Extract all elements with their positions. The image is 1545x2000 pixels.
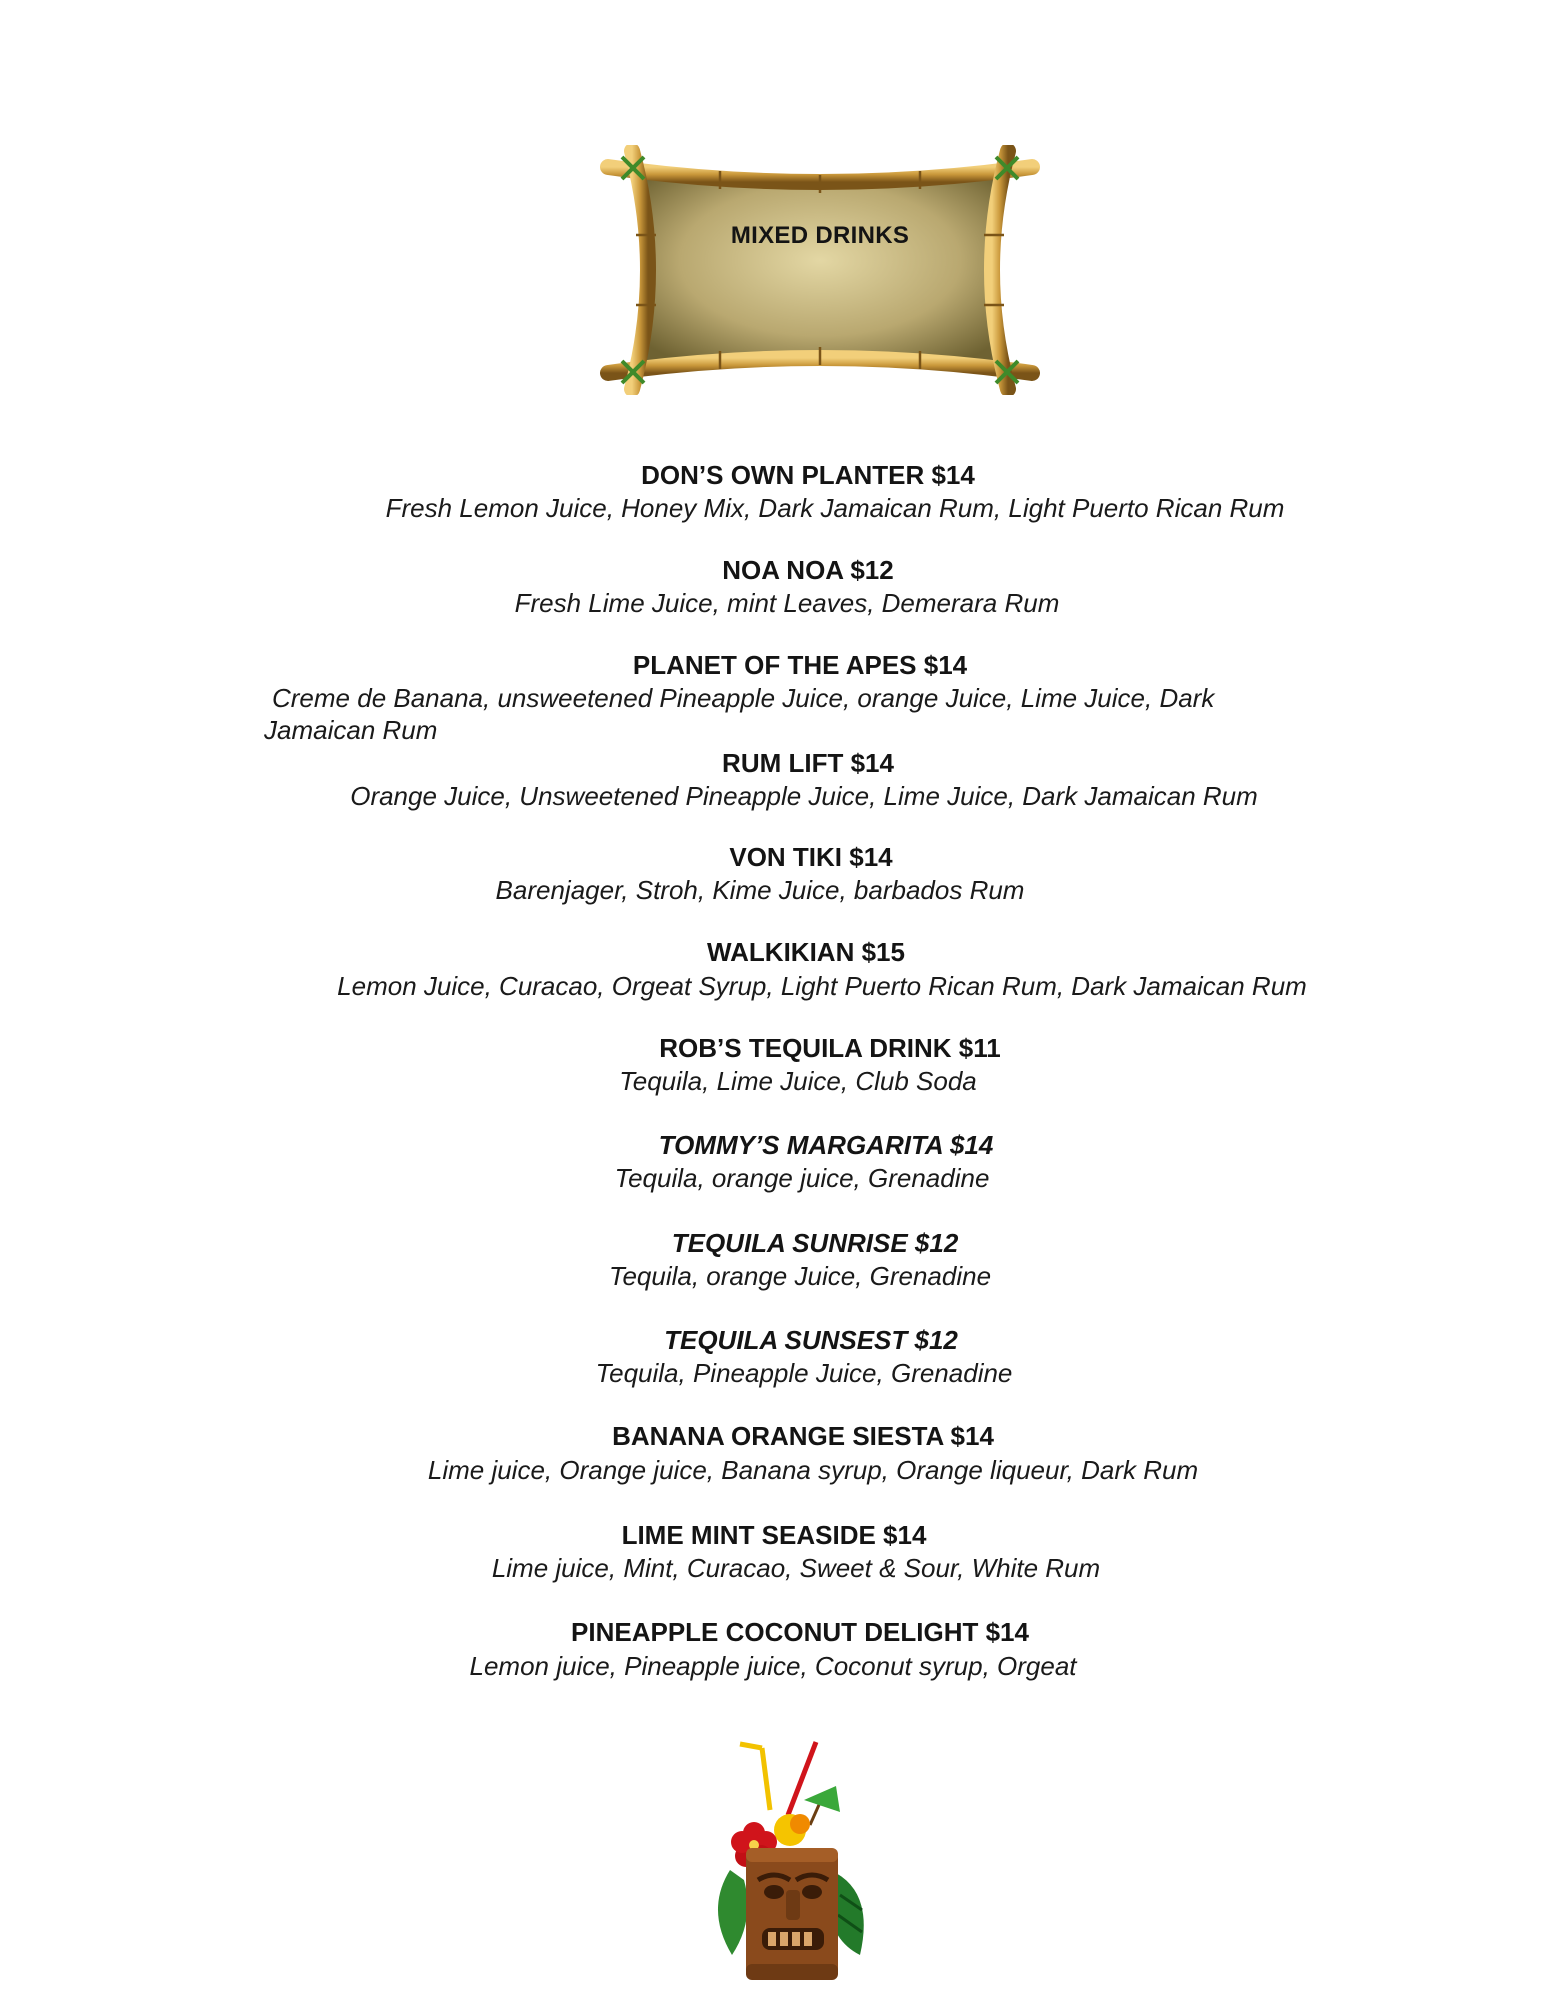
- tiki-cocktail-icon: [700, 1720, 880, 1990]
- drink-name: TOMMY’S MARGARITA $14: [658, 1130, 994, 1160]
- drink-name: VON TIKI $14: [729, 842, 893, 872]
- drink-ingredients: Fresh Lemon Juice, Honey Mix, Dark Jamaican Rum, Light Puerto Rican Rum: [385, 493, 1285, 523]
- drink-ingredients: Lime juice, Mint, Curacao, Sweet & Sour, White Rum: [491, 1553, 1101, 1583]
- drink-ingredients: Creme de Banana, unsweetened Pineapple Juice, orange Juice, Lime Juice, Dark Jamaican Rum: [264, 683, 1215, 745]
- drink-ingredients: Tequila, orange Juice, Grenadine: [608, 1261, 992, 1291]
- drink-name: TEQUILA SUNRISE $12: [671, 1228, 959, 1258]
- drink-ingredients: Fresh Lime Juice, mint Leaves, Demerara Rum: [514, 588, 1060, 618]
- drink-ingredients: Lemon Juice, Curacao, Orgeat Syrup, Light Puerto Rican Rum, Dark Jamaican Rum: [337, 971, 1307, 1001]
- drink-name: NOA NOA $12: [722, 555, 894, 585]
- drink-ingredients: Lemon juice, Pineapple juice, Coconut syrup, Orgeat: [469, 1651, 1077, 1681]
- drink-ingredients: Tequila, orange juice, Grenadine: [614, 1163, 990, 1193]
- drink-ingredients: Tequila, Pineapple Juice, Grenadine: [595, 1358, 1013, 1388]
- drink-ingredients: Orange Juice, Unsweetened Pineapple Juice, Lime Juice, Dark Jamaican Rum: [350, 781, 1258, 811]
- drink-ingredients: Tequila, Lime Juice, Club Soda: [619, 1066, 977, 1096]
- drink-name: TEQUILA SUNSEST $12: [664, 1325, 958, 1355]
- drink-name: BANANA ORANGE SIESTA $14: [612, 1421, 994, 1451]
- drink-name: PINEAPPLE COCONUT DELIGHT $14: [571, 1617, 1029, 1647]
- drink-name: RUM LIFT $14: [722, 748, 894, 778]
- drink-name: PLANET OF THE APES $14: [632, 650, 968, 680]
- drink-ingredients: Lime juice, Orange juice, Banana syrup, Orange liqueur, Dark Rum: [427, 1455, 1199, 1485]
- drink-name: ROB’S TEQUILA DRINK $11: [659, 1033, 1001, 1063]
- drink-name: DON’S OWN PLANTER $14: [641, 460, 975, 490]
- drink-name: LIME MINT SEASIDE $14: [621, 1520, 927, 1550]
- drink-name: WALKIKIAN $15: [707, 937, 905, 967]
- section-title: MIXED DRINKS: [730, 222, 910, 249]
- drink-ingredients: Barenjager, Stroh, Kime Juice, barbados Rum: [495, 875, 1025, 905]
